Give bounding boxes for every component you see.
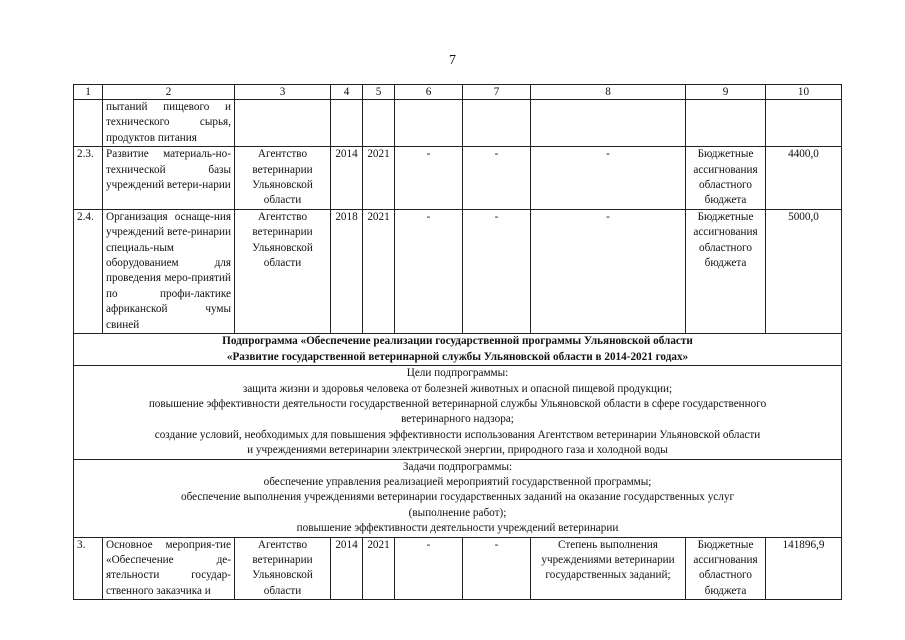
agency-cell: Агентство ветеринарии Ульяновской области (235, 209, 331, 333)
row-number-cell: 2.4. (74, 209, 103, 333)
start-year-cell: 2014 (331, 147, 363, 210)
end-year-cell (363, 100, 395, 147)
column-number: 4 (331, 85, 363, 100)
goals-title: Цели подпрограммы: (406, 367, 509, 380)
funding-source-cell: Бюджетные ассигнования областного бюджета (686, 537, 766, 600)
column-number: 6 (395, 85, 463, 100)
column-number: 10 (766, 85, 842, 100)
start-year-cell: 2018 (331, 209, 363, 333)
task-line: (выполнение работ); (408, 506, 507, 519)
table-row-continuation (74, 100, 842, 147)
amount-cell: 5000,0 (766, 209, 842, 333)
indicator-cell: - (531, 209, 686, 333)
goal-line: повышение эффективности деятельности государственной ветеринарной службы Ульяновской области в сфере государственного (148, 397, 767, 410)
agency-cell (235, 100, 331, 147)
activity-name-cell: пытаний пищевого и технического сырья, продуктов питания (103, 100, 235, 147)
page-number: 7 (449, 53, 456, 68)
indicator-cell (531, 100, 686, 147)
column-number: 7 (463, 85, 531, 100)
col7-cell: - (463, 147, 531, 210)
funding-source-cell (686, 100, 766, 147)
goals-row (74, 366, 842, 459)
row-number-cell: 3. (74, 537, 103, 600)
col6-cell: - (395, 209, 463, 333)
column-number: 3 (235, 85, 331, 100)
subprogram-title-row (74, 334, 842, 366)
agency-cell: Агентство ветеринарии Ульяновской области (235, 147, 331, 210)
funding-source-cell: Бюджетные ассигнования областного бюджета (686, 209, 766, 333)
goal-line: и учреждениями ветеринарии электрической энергии, природного газа и холодной воды (247, 444, 668, 457)
agency-cell: Агентство ветеринарии Ульяновской области (235, 537, 331, 600)
subprogram-title-cell (74, 334, 842, 366)
column-number: 1 (74, 85, 103, 100)
goal-line: создание условий, необходимых для повышения эффективности использования Агентством ветеринарии Ульяновской области (154, 428, 761, 441)
column-number: 5 (363, 85, 395, 100)
column-number-row (74, 85, 842, 100)
tasks-cell (74, 459, 842, 537)
activity-name-cell: Основное мероприя-тие «Обеспечение де-ятельности государ-ственного заказчика и (103, 537, 235, 600)
task-line: повышение эффективности деятельности учреждений ветеринарии (296, 522, 619, 535)
start-year-cell (331, 100, 363, 147)
task-line: обеспечение управления реализацией мероприятий государственной программы; (263, 475, 652, 488)
col7-cell (463, 100, 531, 147)
start-year-cell: 2014 (331, 537, 363, 600)
program-table (73, 84, 842, 600)
table-row-2-4 (74, 209, 842, 333)
col6-cell (395, 100, 463, 147)
tasks-row (74, 459, 842, 537)
table-row-2-3 (74, 147, 842, 210)
task-line: обеспечение выполнения учреждениями ветеринарии государственных заданий на оказание государственных услуг (180, 491, 735, 504)
column-number: 9 (686, 85, 766, 100)
indicator-cell: - (531, 147, 686, 210)
row-number-cell: 2.3. (74, 147, 103, 210)
tasks-title: Задачи подпрограммы: (402, 460, 513, 473)
column-number: 8 (531, 85, 686, 100)
subprogram-title-line: Подпрограмма «Обеспечение реализации государственной программы Ульяновской области (222, 335, 693, 348)
goals-cell (74, 366, 842, 459)
col6-cell: - (395, 537, 463, 600)
subprogram-title-line: «Развитие государственной ветеринарной службы Ульяновской области в 2014-2021 годах» (226, 350, 689, 363)
amount-cell (766, 100, 842, 147)
end-year-cell: 2021 (363, 209, 395, 333)
amount-cell: 4400,0 (766, 147, 842, 210)
table-row-3 (74, 537, 842, 600)
activity-name-cell: Развитие материаль-но-технической базы учреждений ветери-нарии (103, 147, 235, 210)
goal-line: ветеринарного надзора; (401, 413, 514, 426)
row-number-cell (74, 100, 103, 147)
end-year-cell: 2021 (363, 147, 395, 210)
end-year-cell: 2021 (363, 537, 395, 600)
funding-source-cell: Бюджетные ассигнования областного бюджета (686, 147, 766, 210)
amount-cell: 141896,9 (766, 537, 842, 600)
col7-cell: - (463, 537, 531, 600)
col6-cell: - (395, 147, 463, 210)
column-number: 2 (103, 85, 235, 100)
col7-cell: - (463, 209, 531, 333)
goal-line: защита жизни и здоровья человека от болезней животных и опасной пищевой продукции; (242, 382, 673, 395)
indicator-cell: Степень выполнения учреждениями ветеринарии государственных заданий; (531, 537, 686, 600)
activity-name-cell: Организация оснаще-ния учреждений вете-ринарии специаль-ным оборудованием для проведения меро-приятий по профи-лактике африканской чумы свиней (103, 209, 235, 333)
